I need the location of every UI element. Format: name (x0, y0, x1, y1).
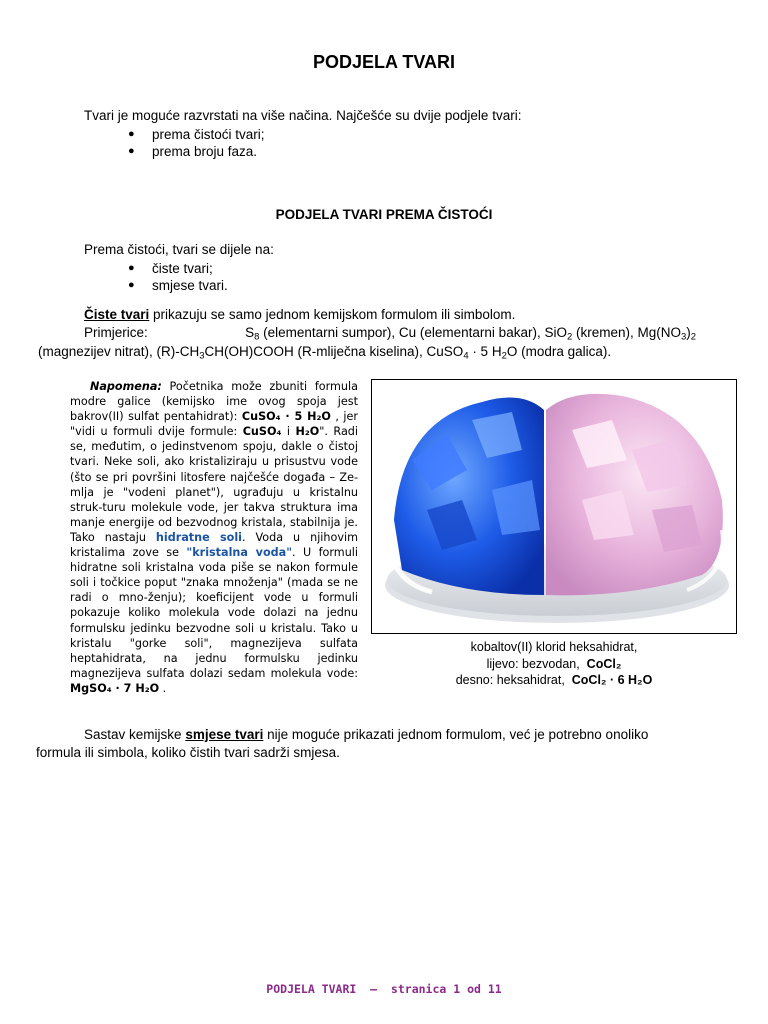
pure-substances-term: Čiste tvari (84, 307, 150, 322)
note-text: Početnika može zbuniti formula modre galice (kemijsko ime ovog spoja jest bakrov(II) sulfat pentahidrat): (70, 380, 358, 424)
list-item: ● prema broju faza. (128, 143, 265, 160)
highlight-term: "kristalna voda" (186, 546, 293, 560)
examples-label: Primjerice: (84, 325, 148, 340)
caption-text: lijevo: bezvodan, (486, 656, 580, 671)
formula-subscript: 3 (681, 331, 687, 343)
formula: CoCl₂ (586, 656, 622, 671)
page-footer: PODJELA TVARI – stranica 1 od 11 (266, 982, 502, 996)
formula-subscript: 3 (199, 350, 205, 362)
note-text: i (286, 425, 290, 439)
caption-line (371, 672, 737, 689)
paragraph-text: nije moguće prikazati jednom formulom, već je potrebno onoliko (267, 727, 649, 742)
list-item: ● smjese tvari. (128, 277, 228, 294)
definition-text: prikazuju se samo jednom kemijskom formulom ili simbolom. (149, 307, 516, 322)
crystal-dish-illustration (372, 380, 736, 633)
note-text: ". Radi se, međutim, o jedinstvenom spoju, dakle o čistoj tvari. Neke soli, ako kristaliziraju u prisustvu vode (što se pri površini litosfere najčešće događa – Ze-mlja je "vodeni planet"), ugrađuju u kristalnu struk-turu molekule vode, jer takva struktura ima manje energije od bezvodnog kristala, stabilnija je. Tako nastaju (70, 425, 359, 544)
mixture-paragraph-line-2: formula ili simbola, koliko čistih tvari sadrži smjesa. (36, 745, 340, 760)
formula-subscript: 4 (463, 350, 469, 362)
caption-line: kobaltov(II) klorid heksahidrat, (470, 640, 638, 654)
caption-line (371, 656, 737, 673)
formula-subscript: 2 (566, 331, 573, 343)
section-heading: PODJELA TVARI PREMA ČISTOĆI (275, 207, 493, 222)
formula: CuSO₄ (242, 425, 282, 439)
formula-subscript: 8 (254, 331, 260, 343)
formula-text: · 5 H (468, 344, 502, 359)
note-label: Napomena: (90, 380, 162, 393)
formula-subscript: 2 (690, 331, 696, 343)
paragraph-text: Sastav kemijske (84, 727, 182, 742)
page-title: PODJELA TVARI (312, 52, 455, 72)
purity-intro: Prema čistoći, tvari se dijele na: (84, 242, 274, 257)
formula-text: (elementarni sumpor), Cu (elementarni bakar), SiO (263, 325, 567, 340)
formula: CoCl₂ · 6 H₂O (571, 673, 653, 687)
intro-paragraph: Tvari je moguće razvrstati na više načina. Najčešće su dvije podjele tvari: (84, 108, 522, 123)
caption-text: desno: heksahidrat, (455, 673, 565, 687)
formula-text: O (modra galica). (506, 344, 612, 359)
formula-text: S (245, 325, 255, 340)
note-box (70, 379, 358, 696)
formula: MgSO₄ · 7 H₂O (70, 681, 160, 695)
examples-list (245, 324, 696, 342)
examples-line-1 (84, 324, 696, 342)
list-item: ● čiste tvari; (128, 260, 228, 277)
note-text: . U formuli hidratne soli kristalna voda piše se nakon formule soli i točkice poput "znaka množenja" (mada se ne radi o mno-ženju); koeficijent vode u formuli pokazuje koliko molekula vode dolazi na jednu formulsku jedinku bezvodne soli u kristalu. Tako u kristalu "gorke soli", magnezijeva sulfata heptahidrata, na jednu formulsku jedinku magnezijeva sulfata dolazi sedam molekula vode: (70, 546, 358, 680)
mixture-term: smjese tvari (185, 727, 264, 742)
mixture-paragraph-line-1 (84, 726, 648, 744)
list-item: ● prema čistoći tvari; (128, 126, 265, 143)
formula: H₂O (295, 425, 320, 439)
purity-bullet-list (128, 260, 228, 294)
photo-caption (371, 639, 737, 689)
formula-text: ) (686, 325, 691, 340)
pure-substances-definition (84, 306, 515, 324)
note-text: . Voda u njihovim kristalima zove se (70, 530, 358, 560)
formula-subscript: 2 (501, 350, 507, 362)
highlight-term: hidratne soli (155, 530, 242, 544)
formula-text: CH(OH)COOH (R-mliječna kiselina), CuSO (204, 344, 464, 359)
formula: CuSO₄ · 5 H₂O (241, 410, 331, 424)
examples-line-2 (38, 343, 611, 361)
intro-bullet-list (128, 126, 265, 160)
formula-text: (magnezijev nitrat), (R)-CH (38, 344, 200, 359)
crystal-photo (371, 379, 737, 634)
formula-text: (kremen), Mg(NO (575, 325, 681, 340)
note-text: . (162, 681, 167, 695)
note-text: , jer "vidi u formuli dvije formule: (70, 410, 359, 439)
